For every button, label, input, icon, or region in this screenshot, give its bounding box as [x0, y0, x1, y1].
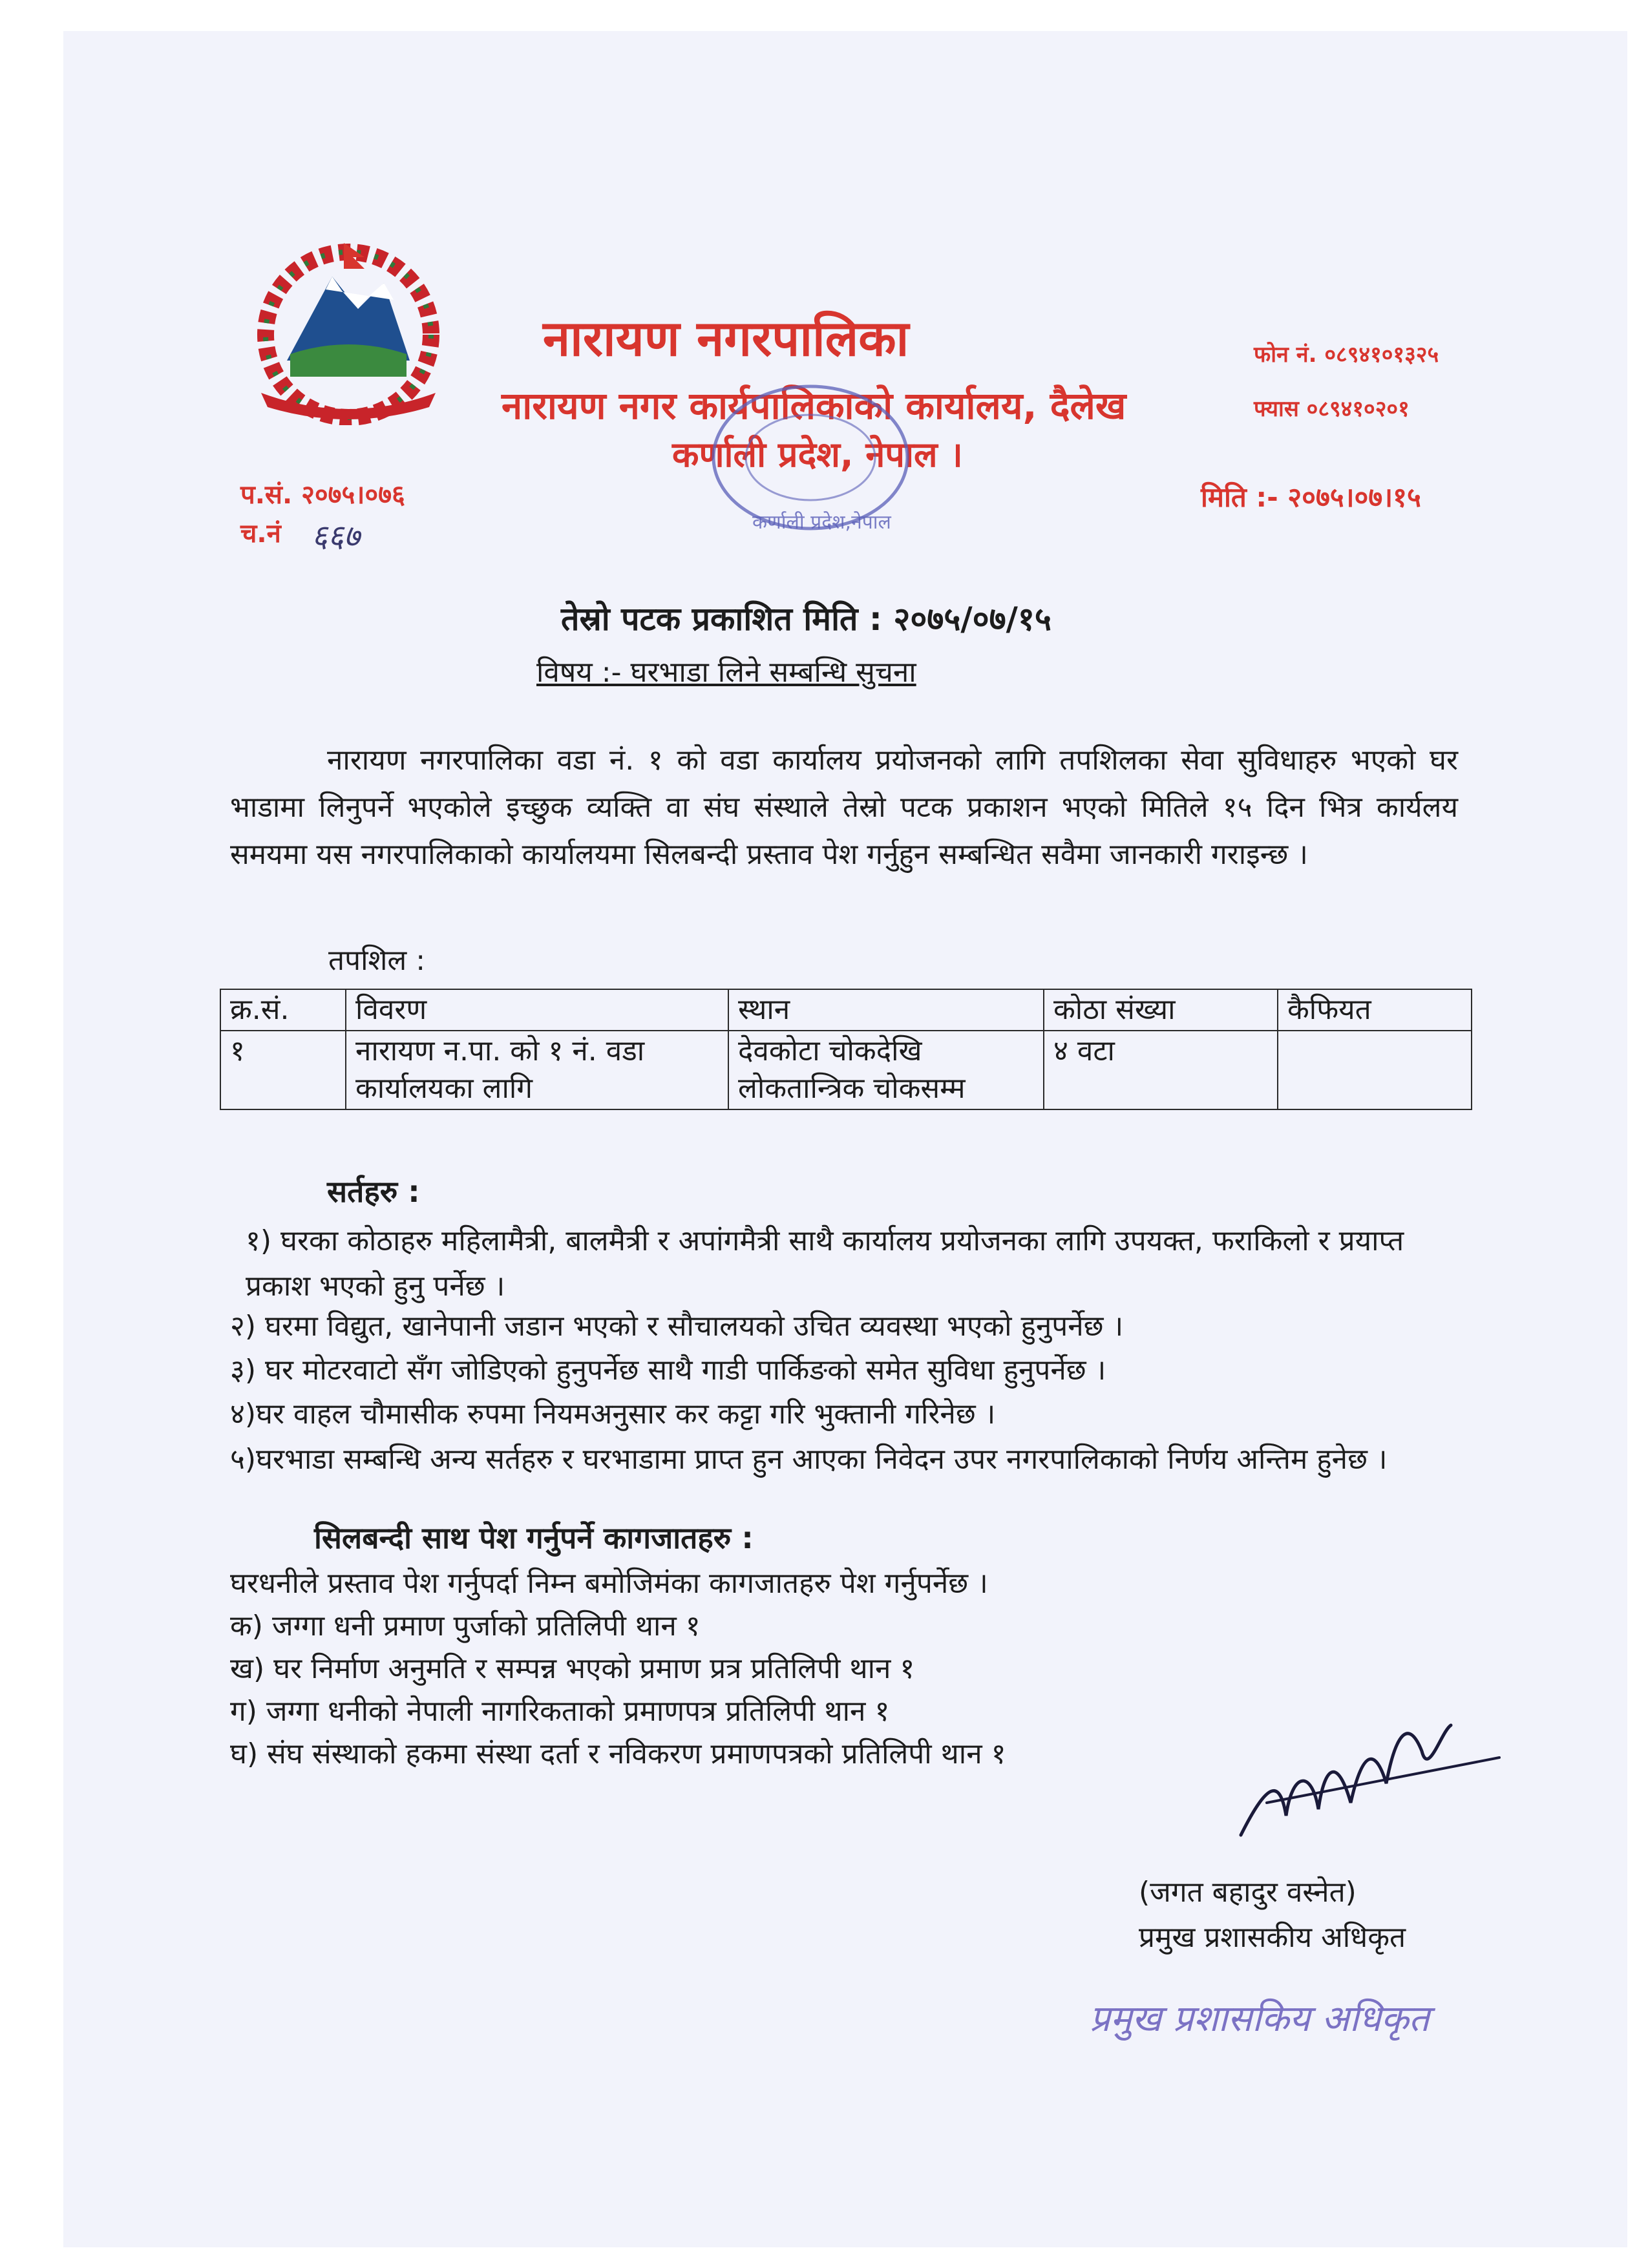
office-round-stamp	[675, 373, 946, 548]
table-header: क्र.सं.	[220, 989, 346, 1031]
nepal-emblem-icon	[235, 238, 468, 425]
details-table	[220, 989, 1472, 1110]
table-header: विवरण	[346, 989, 728, 1031]
publication-line: तेस्रो पटक प्रकाशित मिति : २०७५/०७/१५	[561, 600, 1051, 638]
office-name: नारायण नगर कार्यपालिकाको कार्यालय, दैलेख	[502, 384, 1126, 428]
table-header-row	[220, 989, 1472, 1031]
documents-heading: सिलबन्दी साथ पेश गर्नुपर्ने कागजातहरु :	[314, 1520, 754, 1555]
condition-item: ४)घर वाहल चौमासीक रुपमा नियमअनुसार कर कट्टा गरि भुक्तानी गरिनेछ ।	[230, 1398, 996, 1431]
documents-intro: घरधनीले प्रस्ताव पेश गर्नुपर्दा निम्न बमोजिमंका कागजातहरु पेश गर्नुपर्नेछ ।	[230, 1567, 988, 1600]
table-header: स्थान	[728, 989, 1044, 1031]
tapshil-label: तपशिल :	[328, 944, 426, 977]
condition-item: ३) घर मोटरवाटो सँग जोडिएको हुनुपर्नेछ साथै गाडी पार्किङको समेत सुविधा हुनुपर्नेछ ।	[230, 1354, 1106, 1387]
document-item: ख) घर निर्माण अनुमति र सम्पन्न भएको प्रमाण प्रत्र प्रतिलिपी थान १	[230, 1652, 915, 1685]
table-cell	[1278, 1031, 1472, 1109]
table-row	[220, 1031, 1472, 1109]
municipality-name: नारायण नगरपालिका	[543, 310, 909, 367]
subject-line: विषय :- घरभाडा लिने सम्बन्धि सुचना	[536, 656, 916, 689]
chalan-label: च.नं	[240, 519, 281, 549]
condition-item: २) घरमा विद्युत, खानेपानी जडान भएको र सौचालयको उचित व्यवस्था भएको हुनुपर्नेछ ।	[230, 1310, 1124, 1343]
table-cell: नारायण न.पा. को १ नं. वडा कार्यालयका लागि	[346, 1031, 728, 1109]
conditions-heading: सर्तहरु :	[327, 1174, 420, 1209]
handwritten-signature	[1228, 1706, 1512, 1861]
table-header: कैफियत	[1278, 989, 1472, 1031]
notice-paragraph: नारायण नगरपालिका वडा नं. १ को वडा कार्यालय प्रयोजनको लागि तपशिलका सेवा सुविधाहरु भएको घर भाडामा लिनुपर्ने भएकोले इच्छुक व्यक्ति वा संघ संस्थाले तेस्रो पटक प्रकाशन भएको मितिले १५ दिन भित्र कार्यलय समयमा यस नगरपालिकाको कार्यालयमा सिलबन्दी प्रस्ताव पेश गर्नुहुन सम्बन्धित सवैमा जानकारी गराइन्छ ।	[230, 744, 1458, 871]
table-header: कोठा संख्या	[1044, 989, 1278, 1031]
document-item: क) जग्गा धनी प्रमाण पुर्जाको प्रतिलिपी थान १	[230, 1610, 701, 1643]
officer-stamp: प्रमुख प्रशासकिय अधिकृत	[1090, 1998, 1430, 2040]
officer-name: (जगत बहादुर वस्नेत)	[1139, 1876, 1357, 1909]
phone-number: फोन नं. ०८९४१०१३२५	[1254, 342, 1439, 368]
table-cell: देवकोटा चोकदेखि लोकतान्त्रिक चोकसम्म	[728, 1031, 1044, 1109]
table-cell: १	[220, 1031, 346, 1109]
table-cell: ४ वटा	[1044, 1031, 1278, 1109]
stamp-text: कर्णाली प्रदेश,नेपाल	[752, 511, 891, 534]
province-name: कर्णाली प्रदेश, नेपाल ।	[672, 434, 963, 475]
condition-item: ५)घरभाडा सम्बन्धि अन्य सर्तहरु र घरभाडामा प्राप्त हुन आएका निवेदन उपर नगरपालिकाको निर्णय अन्तिम हुनेछ ।	[230, 1443, 1388, 1476]
reference-number: प.सं. २०७५।०७६	[240, 480, 405, 510]
letter-date: मिति :- २०७५।०७।१५	[1201, 481, 1421, 513]
document-item: ग) जग्गा धनीको नेपाली नागरिकताको प्रमाणपत्र प्रतिलिपी थान १	[230, 1695, 890, 1728]
document-item: घ) संघ संस्थाको हकमा संस्था दर्ता र नविकरण प्रमाणपत्रको प्रतिलिपी थान १	[230, 1738, 1006, 1770]
condition-item: १) घरका कोठाहरु महिलामैत्री, बालमैत्री र अपांगमैत्री साथै कार्यालय प्रयोजनका लागि उपयक्त, फराकिलो र प्रयाप्त प्रकाश भएको हुनु पर्नेछ ।	[246, 1224, 1404, 1303]
officer-title: प्रमुख प्रशासकीय अधिकृत	[1139, 1921, 1406, 1954]
fax-number: फ्यास ०८९४१०२०१	[1254, 396, 1410, 422]
chalan-number: ६६७	[312, 518, 360, 554]
